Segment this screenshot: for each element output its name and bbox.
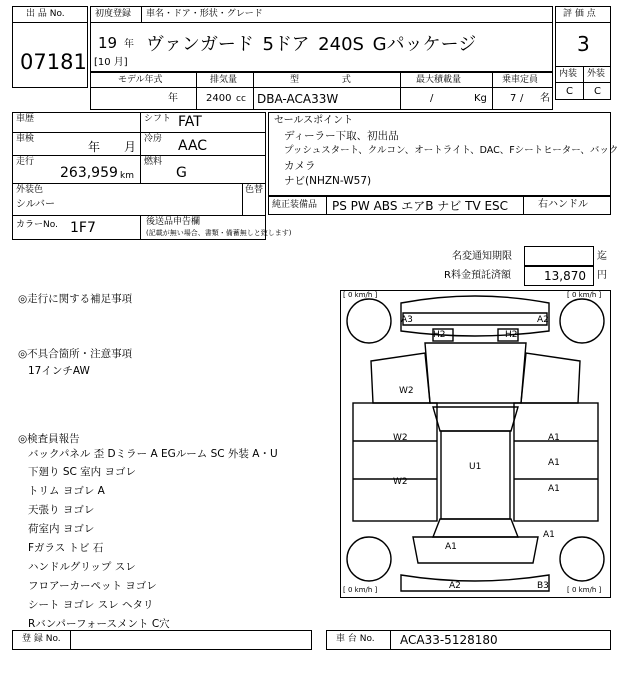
drive-notes-title: ◎走行に関する補足事項 — [18, 293, 133, 305]
inspector-line: 荷室内 ヨゴレ — [28, 523, 95, 535]
mileage-label: 走行 — [16, 157, 35, 167]
reg-month: [10 月] — [94, 57, 128, 68]
displacement-unit: cc — [236, 94, 246, 104]
handle-side: 右ハンドル — [538, 199, 588, 210]
ac-label: 冷房 — [144, 134, 163, 144]
displacement-label: 排気量 — [210, 75, 238, 85]
mileage-unit: km — [120, 171, 134, 181]
damage-mark: H2 — [433, 330, 446, 340]
car-diagram — [340, 290, 611, 598]
fender-front-right — [521, 353, 580, 403]
damage-mark: A1 — [548, 458, 560, 468]
capacity-value: 7 — [510, 93, 517, 104]
score-value: 3 — [577, 32, 590, 56]
color-change-label: 色替 — [245, 185, 264, 195]
recycle-label: R料金預託済額 — [444, 270, 511, 281]
equipment-label: 純正装備品 — [272, 200, 318, 210]
reg-no-label: 登 録 No. — [22, 634, 61, 644]
lot-number: 07181 — [20, 50, 87, 74]
rear-bumper — [401, 575, 549, 591]
defect-line: 17インチAW — [28, 365, 90, 377]
ac-value: AAC — [178, 138, 208, 154]
tire-front-right — [560, 299, 604, 343]
roof — [441, 431, 510, 519]
corner-speed-tr: [ 0 km/h ] — [567, 291, 602, 299]
damage-mark: W2 — [399, 386, 414, 396]
tire-front-left — [347, 299, 391, 343]
capacity-unit: 名 — [540, 93, 550, 104]
corner-speed-tl: [ 0 km/h ] — [343, 291, 378, 299]
mileage-value: 263,959 — [60, 165, 118, 181]
sales-line: プッシュスタート、クルコン、オートライト、DAC、Fシートヒーター、バック — [284, 145, 619, 156]
fuel-value: G — [176, 165, 187, 181]
inspector-line: 天張り ヨゴレ — [28, 504, 95, 516]
inspector-line: 下廻り SC 室内 ヨゴレ — [28, 466, 137, 478]
capacity-slash: / — [520, 93, 524, 104]
lot-label: 出 品 No. — [26, 9, 65, 19]
damage-mark: A3 — [401, 315, 413, 325]
tire-rear-left — [347, 537, 391, 581]
fuel-label: 燃料 — [144, 157, 163, 167]
history-label: 車歴 — [16, 114, 35, 124]
sales-line: ナビ(NHZN-W57) — [284, 175, 372, 187]
inspection-year: 年 — [88, 140, 101, 154]
inspection-label: 車検 — [16, 134, 35, 144]
inspector-title: ◎検査員報告 — [18, 433, 80, 445]
sales-line: カメラ — [284, 160, 316, 172]
reg-year-number: 19 — [98, 34, 118, 52]
delivery-label: 後送品申告欄 — [146, 217, 201, 227]
inspector-line: シート ヨゴレ スレ ヘタリ — [28, 599, 154, 611]
corner-speed-bl: [ 0 km/h ] — [343, 586, 378, 594]
chassis-no-value: ACA33-5128180 — [400, 633, 498, 647]
shift-label: シフト — [144, 114, 172, 124]
side-left — [353, 403, 437, 521]
inspector-line: フロアーカーペット ヨゴレ — [28, 580, 157, 592]
damage-mark: A1 — [543, 530, 555, 540]
car-info-label: 車名・ドア・形状・グレード — [146, 9, 263, 19]
inspector-line: ハンドルグリップ スレ — [28, 561, 136, 573]
interior-label: 内装 — [559, 69, 578, 79]
inspector-line: バックパネル 歪 Dミラー A EGルーム SC 外装 A・U — [28, 448, 278, 460]
front-grille — [403, 313, 547, 325]
tire-rear-right — [560, 537, 604, 581]
equipment-value: PS PW ABS エアB ナビ TV ESC — [332, 199, 509, 213]
name-change-field — [524, 246, 594, 266]
name-change-unit: 迄 — [597, 251, 607, 262]
capacity-label: 乗車定員 — [502, 75, 539, 85]
model-year-label: モデル年式 — [118, 75, 163, 85]
inspector-line: Fガラス トビ 石 — [28, 542, 104, 554]
score-label: 評 価 点 — [563, 9, 596, 19]
color-value: シルバー — [16, 199, 56, 210]
name-change-label: 名変通知期限 — [452, 251, 512, 262]
chassis-no-label: 車 台 No. — [336, 634, 375, 644]
color-label: 外装色 — [16, 185, 44, 195]
recycle-unit: 円 — [597, 270, 607, 281]
interior-value: C — [566, 86, 573, 97]
first-reg-label: 初度登録 — [95, 9, 132, 19]
damage-mark: A1 — [548, 433, 560, 443]
damage-mark: A2 — [449, 581, 461, 591]
damage-mark: A1 — [548, 484, 560, 494]
model-label: 型 式 — [290, 75, 351, 85]
max-load-unit: Kg — [474, 93, 487, 104]
displacement-value: 2400 — [206, 93, 232, 104]
color-no-value: 1F7 — [70, 220, 96, 236]
windshield — [433, 407, 518, 431]
damage-mark: U1 — [469, 462, 482, 472]
exterior-label: 外装 — [587, 69, 606, 79]
max-load-label: 最大積載量 — [416, 75, 462, 85]
model-code: DBA-ACA33W — [257, 92, 339, 106]
inspector-line: Rバンパーフォースメント C穴 — [28, 618, 170, 630]
tailgate — [413, 537, 538, 563]
damage-mark: W2 — [393, 477, 408, 487]
inspector-line: トリム ヨゴレ A — [28, 485, 105, 497]
rear-window — [433, 519, 518, 537]
exterior-value: C — [594, 86, 601, 97]
reg-year-unit: 年 — [124, 39, 134, 50]
delivery-note: (記載が無い場合、書類・備蓄無しと致します) — [146, 229, 292, 237]
car-diagram-svg — [341, 291, 610, 597]
recycle-value: 13,870 — [544, 269, 586, 283]
damage-mark: A1 — [445, 542, 457, 552]
car-name: ヴァンガード 5ドア 240S Gパッケージ — [146, 34, 477, 55]
defect-notes-title: ◎不具合箇所・注意事項 — [18, 348, 133, 360]
damage-mark: W2 — [393, 433, 408, 443]
color-no-label: カラーNo. — [16, 220, 58, 230]
damage-mark: H2 — [505, 330, 518, 340]
sales-line: ディーラー下取、初出品 — [284, 130, 399, 142]
hood — [425, 343, 526, 403]
max-load-slash: / — [430, 93, 434, 104]
damage-mark: B3 — [537, 581, 549, 591]
damage-mark: A2 — [537, 315, 549, 325]
front-bumper — [401, 296, 549, 336]
shift-value: FAT — [178, 114, 202, 130]
corner-speed-br: [ 0 km/h ] — [567, 586, 602, 594]
sales-title: セールスポイント — [274, 115, 354, 126]
model-year-unit: 年 — [168, 93, 178, 104]
inspection-month: 月 — [124, 140, 137, 154]
